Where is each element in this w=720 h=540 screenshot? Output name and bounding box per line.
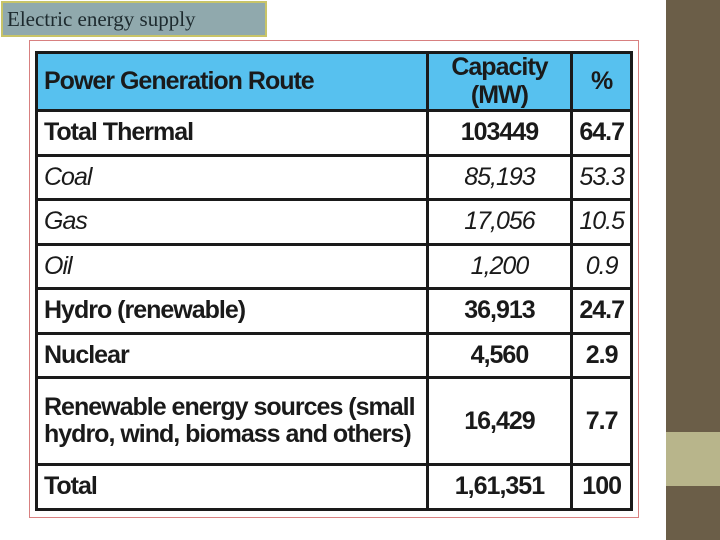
cell-route: Gas bbox=[37, 200, 428, 245]
cell-capacity: 1,200 bbox=[427, 244, 572, 289]
cell-route: Hydro (renewable) bbox=[37, 289, 428, 334]
table-row bbox=[37, 155, 632, 200]
cell-percent: 0.9 bbox=[572, 244, 632, 289]
cell-capacity: 16,429 bbox=[427, 378, 572, 465]
cell-percent: 100 bbox=[572, 465, 632, 510]
cell-capacity: 85,193 bbox=[427, 155, 572, 200]
table-header-row bbox=[37, 53, 632, 111]
cell-route: Oil bbox=[37, 244, 428, 289]
cell-capacity: 4,560 bbox=[427, 333, 572, 378]
cell-route: Nuclear bbox=[37, 333, 428, 378]
header-percent: % bbox=[572, 53, 632, 111]
cell-capacity: 1,61,351 bbox=[427, 465, 572, 510]
table-image-frame bbox=[29, 40, 639, 518]
table-row bbox=[37, 111, 632, 156]
right-accent-block bbox=[666, 432, 720, 486]
cell-capacity: 36,913 bbox=[427, 289, 572, 334]
table-row bbox=[37, 378, 632, 465]
cell-route: Total bbox=[37, 465, 428, 510]
table-row bbox=[37, 333, 632, 378]
power-generation-table bbox=[35, 51, 633, 511]
table-row bbox=[37, 465, 632, 510]
cell-percent: 7.7 bbox=[572, 378, 632, 465]
table-row bbox=[37, 244, 632, 289]
cell-percent: 10.5 bbox=[572, 200, 632, 245]
cell-percent: 53.3 bbox=[572, 155, 632, 200]
cell-percent: 2.9 bbox=[572, 333, 632, 378]
table-row bbox=[37, 200, 632, 245]
table-row bbox=[37, 289, 632, 334]
cell-percent: 24.7 bbox=[572, 289, 632, 334]
cell-route: Renewable energy sources (small hydro, wind, biomass and others) bbox=[37, 378, 428, 465]
cell-route: Total Thermal bbox=[37, 111, 428, 156]
header-route: Power Generation Route bbox=[37, 53, 428, 111]
cell-percent: 64.7 bbox=[572, 111, 632, 156]
cell-capacity: 17,056 bbox=[427, 200, 572, 245]
cell-capacity: 103449 bbox=[427, 111, 572, 156]
cell-route: Coal bbox=[37, 155, 428, 200]
header-capacity: Capacity (MW) bbox=[427, 53, 572, 111]
slide-title: Electric energy supply bbox=[1, 1, 267, 37]
